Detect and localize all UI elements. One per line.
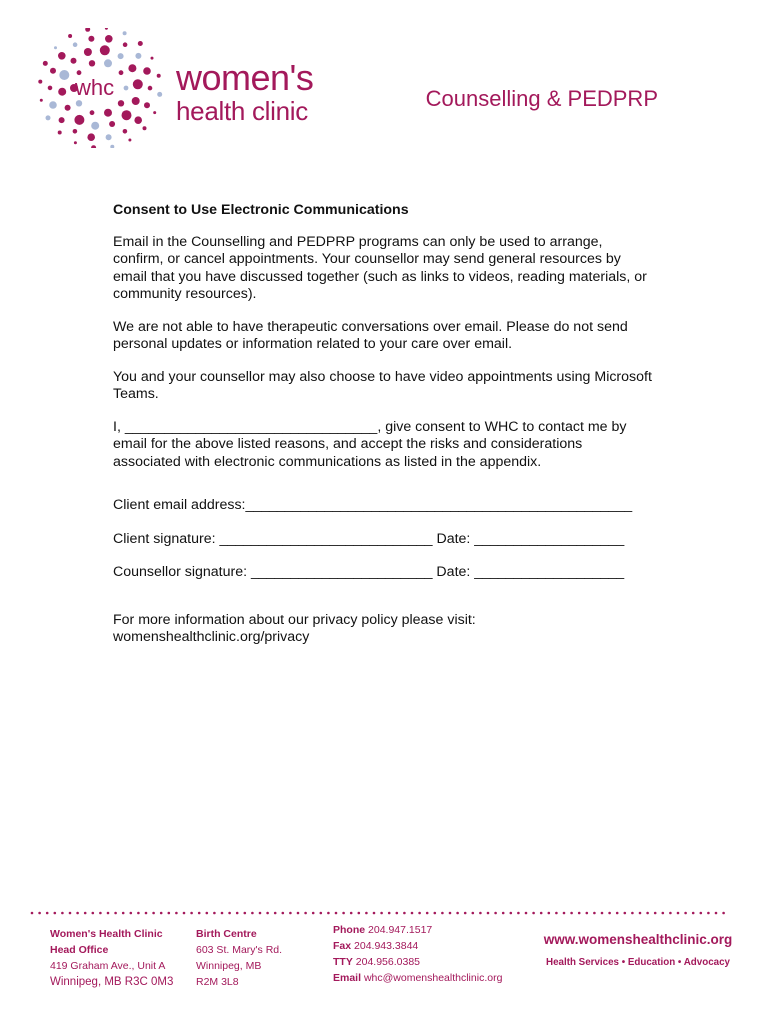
logo-dot bbox=[48, 86, 53, 91]
logo-dot bbox=[84, 48, 92, 56]
footer-birth-centre bbox=[196, 926, 282, 990]
logo-dot bbox=[157, 74, 161, 78]
logo-dot bbox=[110, 145, 114, 148]
divider-dot bbox=[707, 912, 710, 915]
divider-dot bbox=[411, 912, 414, 915]
logo-dot bbox=[143, 67, 151, 75]
logo-dot bbox=[151, 57, 154, 60]
divider-dot bbox=[274, 912, 277, 915]
footer-birth-centre-address2: Winnipeg, MB bbox=[196, 960, 262, 972]
logo-dot bbox=[58, 52, 66, 60]
logo-dot bbox=[59, 117, 65, 123]
logo-dot bbox=[144, 102, 150, 108]
footer-head-office-address1: 419 Graham Ave., Unit A bbox=[50, 960, 166, 972]
program-title: Counselling & PEDPRP bbox=[425, 86, 658, 111]
divider-dot bbox=[183, 912, 186, 915]
logo-dot bbox=[104, 59, 112, 67]
logo-dot bbox=[118, 53, 124, 59]
divider-dot bbox=[190, 912, 193, 915]
logo-dot bbox=[65, 105, 71, 111]
divider-dot bbox=[69, 912, 72, 915]
footer bbox=[0, 922, 770, 1012]
footer-head-office-address2: Winnipeg, MB R3C 0M3 bbox=[50, 976, 174, 988]
divider-dot bbox=[441, 912, 444, 915]
divider-dot bbox=[510, 912, 513, 915]
divider-dot bbox=[213, 912, 216, 915]
divider-dot bbox=[107, 912, 110, 915]
divider-dot bbox=[221, 912, 224, 915]
logo-dot bbox=[118, 100, 124, 106]
logo-dot bbox=[91, 145, 96, 148]
divider-dot bbox=[563, 912, 566, 915]
divider-dot bbox=[434, 912, 437, 915]
logo-dot bbox=[124, 86, 129, 91]
divider-dot bbox=[152, 912, 155, 915]
divider-dot bbox=[502, 912, 505, 915]
divider-dot bbox=[608, 912, 611, 915]
logo-dot bbox=[74, 141, 77, 144]
email-label: Email bbox=[333, 972, 362, 984]
divider-dot bbox=[114, 912, 117, 915]
logo-dot bbox=[87, 133, 95, 141]
divider-dot bbox=[646, 912, 649, 915]
divider-dot bbox=[692, 912, 695, 915]
logo-dot bbox=[71, 58, 77, 64]
client-email-field[interactable]: Client email address:_________________________________________________ bbox=[113, 497, 633, 513]
logo-dot bbox=[68, 34, 72, 38]
logo-dot bbox=[54, 46, 57, 49]
divider-dot bbox=[616, 912, 619, 915]
divider-dot bbox=[358, 912, 361, 915]
logo-dot bbox=[49, 101, 57, 109]
logo-dot bbox=[105, 35, 113, 43]
divider-dot bbox=[236, 912, 239, 915]
tty-number: 204.956.0385 bbox=[355, 956, 420, 968]
logo-dot bbox=[38, 80, 42, 84]
logo-dot bbox=[148, 86, 153, 91]
divider-dot bbox=[350, 912, 353, 915]
footer-tagline: Health Services • Education • Advocacy bbox=[546, 957, 730, 968]
divider-dot bbox=[722, 912, 725, 915]
logo-dot bbox=[100, 45, 110, 55]
email-address[interactable]: whc@womenshealthclinic.org bbox=[363, 972, 503, 984]
divider-dot bbox=[312, 912, 315, 915]
logo-dot bbox=[73, 129, 78, 134]
logo-dot bbox=[58, 131, 62, 135]
divider-dot bbox=[464, 912, 467, 915]
divider-dot bbox=[639, 912, 642, 915]
website-link[interactable]: www.womenshealthclinic.org bbox=[543, 932, 733, 947]
logo-dot bbox=[91, 122, 99, 130]
form-heading: Consent to Use Electronic Communications bbox=[113, 202, 409, 218]
phone-number[interactable]: 204.947.1517 bbox=[368, 924, 433, 936]
divider-dot bbox=[289, 912, 292, 915]
divider-dot bbox=[525, 912, 528, 915]
divider-dot bbox=[228, 912, 231, 915]
divider-dot bbox=[684, 912, 687, 915]
paragraph-consent-statement: I, ________________________________, give consent to WHC to contact me by email for the above listed reasons, and accept the risks and considerations associated with electronic communications as listed in the appendix. bbox=[113, 418, 627, 470]
divider-dot bbox=[593, 912, 596, 915]
divider-dot bbox=[76, 912, 79, 915]
logo-dot bbox=[135, 53, 141, 59]
divider-dot bbox=[160, 912, 163, 915]
divider-dot bbox=[342, 912, 345, 915]
divider-dot bbox=[145, 912, 148, 915]
divider-dot bbox=[54, 912, 57, 915]
logo-dot bbox=[133, 79, 143, 89]
footer-birth-centre-title: Birth Centre bbox=[196, 928, 257, 940]
logo-dot bbox=[106, 134, 112, 140]
fax-number: 204.943.3844 bbox=[354, 940, 419, 952]
divider-dot bbox=[373, 912, 376, 915]
divider-dot bbox=[38, 912, 41, 915]
privacy-note bbox=[113, 612, 653, 647]
logo-dot bbox=[134, 116, 142, 124]
logo-name-line2: health clinic bbox=[176, 96, 308, 126]
counsellor-signature-field[interactable]: Counsellor signature: _______________________ Date: ___________________ bbox=[113, 564, 625, 580]
divider-dot bbox=[662, 912, 665, 915]
privacy-link[interactable]: womenshealthclinic.org/privacy bbox=[113, 629, 310, 645]
divider-dot bbox=[472, 912, 475, 915]
logo-dot bbox=[128, 64, 136, 72]
divider-dot bbox=[244, 912, 247, 915]
divider-dot bbox=[449, 912, 452, 915]
divider-dot bbox=[266, 912, 269, 915]
divider-dot bbox=[130, 912, 133, 915]
divider-dot bbox=[137, 912, 140, 915]
divider-dot bbox=[61, 912, 64, 915]
divider-dot bbox=[168, 912, 171, 915]
divider-dot bbox=[631, 912, 634, 915]
divider-dot bbox=[198, 912, 201, 915]
divider-dot bbox=[456, 912, 459, 915]
divider-dot bbox=[320, 912, 323, 915]
privacy-text: For more information about our privacy policy please visit: bbox=[113, 611, 476, 628]
divider-dot bbox=[304, 912, 307, 915]
divider-dot bbox=[122, 912, 125, 915]
footer-web bbox=[543, 932, 733, 971]
logo-name-line1: women's bbox=[176, 57, 314, 98]
consent-form bbox=[113, 202, 653, 647]
divider-dot bbox=[99, 912, 102, 915]
logo-dot bbox=[109, 121, 115, 127]
divider-dot bbox=[715, 912, 718, 915]
logo-dot bbox=[132, 97, 140, 105]
footer-clinic-name: Women's Health Clinic bbox=[50, 928, 163, 940]
logo-dot bbox=[74, 115, 84, 125]
logo-dot bbox=[143, 126, 147, 130]
divider-dot bbox=[396, 912, 399, 915]
logo-dot bbox=[73, 42, 78, 47]
divider-dot bbox=[335, 912, 338, 915]
logo-dot bbox=[123, 42, 128, 47]
divider-dot bbox=[601, 912, 604, 915]
logo-dot bbox=[59, 70, 69, 80]
logo-dot bbox=[128, 139, 131, 142]
logo-dot bbox=[85, 28, 90, 32]
divider-dot bbox=[517, 912, 520, 915]
logo-dot bbox=[76, 100, 82, 106]
fax-label: Fax bbox=[333, 940, 352, 952]
logo-dot bbox=[58, 88, 66, 96]
logo-dot bbox=[90, 110, 95, 115]
paragraph-video-appointments: You and your counsellor may also choose to have video appointments using Microsoft Teams. bbox=[113, 368, 652, 402]
phone-label: Phone bbox=[333, 924, 366, 936]
logo-dot bbox=[50, 68, 56, 74]
divider-dot bbox=[365, 912, 368, 915]
logo-dot bbox=[104, 109, 112, 117]
paragraph-email-use: Email in the Counselling and PEDPRP programs can only be used to arrange, confirm, or cancel appointments. Your counsellor may send general resources by email that you have discussed together (such as links to videos, reading materials, or community resources). bbox=[113, 233, 647, 302]
logo-dot bbox=[43, 61, 48, 66]
logo-dot bbox=[122, 110, 132, 120]
divider-dot bbox=[479, 912, 482, 915]
logo-dot bbox=[123, 129, 128, 134]
divider-dot bbox=[487, 912, 490, 915]
divider-dot bbox=[46, 912, 49, 915]
divider-dot bbox=[570, 912, 573, 915]
divider-dot bbox=[532, 912, 535, 915]
divider-dot bbox=[426, 912, 429, 915]
divider-dot bbox=[586, 912, 589, 915]
logo-dot bbox=[89, 60, 95, 66]
divider-dot bbox=[677, 912, 680, 915]
divider-dot bbox=[251, 912, 254, 915]
divider-dot bbox=[578, 912, 581, 915]
divider-dot bbox=[206, 912, 209, 915]
client-signature-field[interactable]: Client signature: ___________________________ Date: ___________________ bbox=[113, 530, 625, 547]
logo-mark-text: whc bbox=[75, 75, 115, 100]
tty-label: TTY bbox=[333, 956, 353, 968]
divider-dot bbox=[175, 912, 178, 915]
divider-dot bbox=[624, 912, 627, 915]
footer-contact bbox=[333, 922, 502, 986]
divider-dot bbox=[380, 912, 383, 915]
divider-dot bbox=[669, 912, 672, 915]
logo-dot bbox=[40, 99, 43, 102]
logo-dot bbox=[123, 31, 127, 35]
divider-dot bbox=[327, 912, 330, 915]
logo-dot bbox=[157, 92, 162, 97]
footer-birth-centre-address3: R2M 3L8 bbox=[196, 976, 239, 988]
logo-dot bbox=[153, 111, 156, 114]
divider-dot bbox=[84, 912, 87, 915]
divider-dot bbox=[259, 912, 262, 915]
footer-head-office bbox=[50, 926, 173, 990]
divider-dot bbox=[555, 912, 558, 915]
divider-dot bbox=[282, 912, 285, 915]
paragraph-no-therapy-email: We are not able to have therapeutic conversations over email. Please do not send personal updates or information related to your care over email. bbox=[113, 318, 628, 352]
divider-dot bbox=[700, 912, 703, 915]
divider-dot bbox=[31, 912, 34, 915]
divider-dot bbox=[548, 912, 551, 915]
logo-wordmark bbox=[176, 57, 314, 126]
divider-dot bbox=[540, 912, 543, 915]
logo-dot bbox=[88, 36, 94, 42]
divider-dot bbox=[388, 912, 391, 915]
divider-dot bbox=[92, 912, 95, 915]
logo-dot bbox=[119, 70, 124, 75]
divider-dot bbox=[494, 912, 497, 915]
footer-dotted-divider bbox=[30, 910, 730, 916]
footer-birth-centre-address1: 603 St. Mary's Rd. bbox=[196, 944, 283, 956]
divider-dot bbox=[654, 912, 657, 915]
logo-dot bbox=[105, 28, 108, 30]
logo-dot bbox=[46, 115, 51, 120]
footer-head-office-label: Head Office bbox=[50, 944, 109, 956]
divider-dot bbox=[403, 912, 406, 915]
divider-dot bbox=[297, 912, 300, 915]
logo-dot bbox=[138, 41, 143, 46]
divider-dot bbox=[418, 912, 421, 915]
